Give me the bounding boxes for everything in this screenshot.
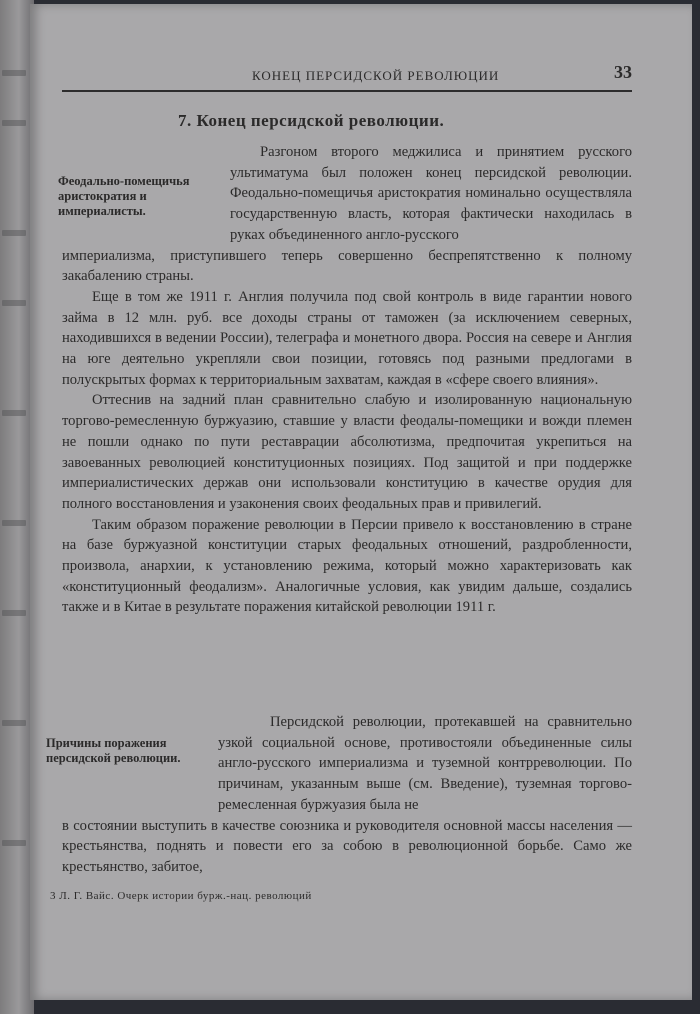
paragraph-4: Таким образом поражение революции в Персии привело к восстановлению в стране на базе буржуазной конституции старых феодальных отношений, раздробленности, произвола, анархии, к установлению режима, который можно характеризовать как «конституционный феодализм». Аналогичные условия, как увидим дальше, создались также и в Китае в результате поражения китайской революции 1911 г.: [62, 516, 632, 616]
paragraph-5: [218, 712, 632, 816]
book-page: [30, 4, 692, 1000]
margin-note-defeat-causes: Причины поражения персидской революции.: [46, 736, 181, 765]
paragraph-1-tail: империализма, приступившего теперь совершенно беспрепятственно к полному закабалению страны.: [62, 247, 632, 285]
paragraph-3: Оттеснив на задний план сравнительно слабую и изолированную национальную торгово-ремесленную буржуазию, ставшие у власти феодалы-помещики и вожди племен не пошли однако по пути реставрации абсолютизма, предпочитая укрепиться на завоеванных революцией конституционных позициях. Под защитой и при поддержке империалистических держав они использовали конституцию в качестве орудия для полного восстановления и узаконения своих феодальных прав и привилегий.: [62, 392, 632, 512]
body-text-lower: [62, 712, 632, 878]
paragraph-1-head: Разгоном второго меджилиса и принятием русского ультиматума был положен конец персидской революции. Феодально-помещичья аристократия номинально осуществляла государственную власть, которая фактически находилась в руках объединенного англо-русского: [230, 144, 632, 243]
running-head: [62, 60, 632, 92]
paragraph-5-head: Персидской революции, протекавшей на сравнительно узкой социальной основе, противостояли объединенные силы англо-русского империализма и туземной контрреволюции. По причинам, указанным выше (см. Введение), туземная торгово-ремесленная буржуазия была не: [218, 714, 632, 813]
paragraph-2: Еще в том же 1911 г. Англия получила под свой контроль в виде гарантии нового займа в 12 млн. руб. все доходы страны от таможен (за исключением северных, находившихся в ведении России), телеграфа и монетного двора. Россия на севере и Англия на юге деятельно укрепляли свои позиции, готовясь под разными предлогами в полускрытых формах к территориальным захватам, каждая в «сфере своего влияния».: [62, 288, 632, 388]
body-text-upper: [62, 142, 632, 618]
chapter-title: 7. Конец персидской революции.: [178, 111, 445, 130]
signature-footnote: 3 Л. Г. Вайс. Очерк истории бурж.-нац. революций: [50, 890, 312, 902]
page-number: 33: [614, 62, 632, 82]
paragraph-5-tail: в состоянии выступить в качестве союзника и руководителя основной массы населения — крестьянства, поднять и повести его за собою в революционной борьбе. Само же крестьянство, забитое,: [62, 817, 632, 875]
running-head-title: КОНЕЦ ПЕРСИДСКОЙ РЕВОЛЮЦИИ: [252, 68, 500, 83]
margin-note-aristocracy: Феодально-помещичья аристократия и империалисты.: [58, 174, 190, 218]
facing-page-edge: [0, 0, 34, 1014]
paragraph-1: [230, 142, 632, 246]
